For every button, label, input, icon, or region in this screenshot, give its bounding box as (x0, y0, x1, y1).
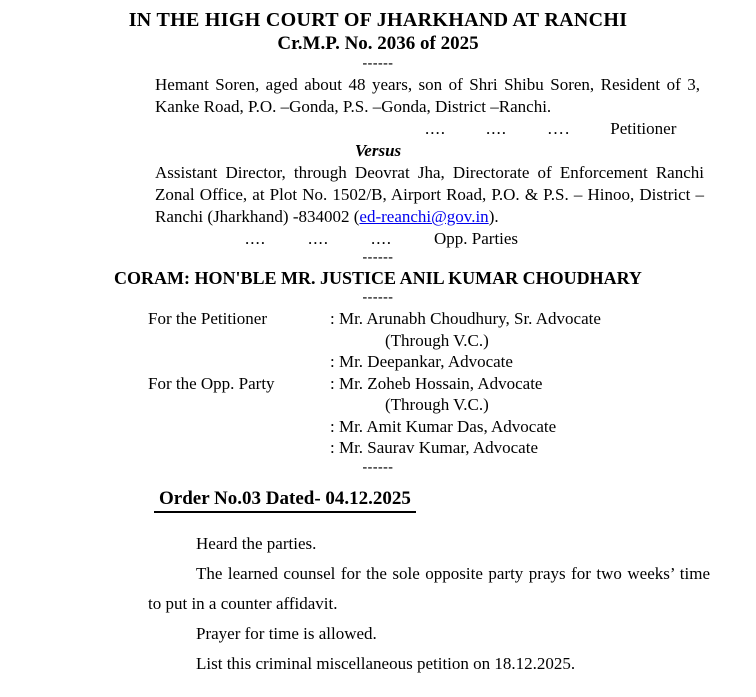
advocate-name: : Mr. Deepankar, Advocate (330, 352, 513, 371)
appearance-side-label: For the Opp. Party (148, 373, 275, 393)
order-paragraph: List this criminal miscellaneous petition on 18.12.2025. (196, 653, 576, 673)
petitioner-description: Hemant Soren, aged about 48 years, son of Shri Shibu Soren, Resident of 3, Kanke Road, P.O. –Gonda, P.S. –Gonda, District –Ranchi. (155, 75, 700, 116)
dots-group: …. (547, 119, 571, 138)
opp-party-text-before-link: Assistant Director, through Deovrat Jha, Directorate of Enforcement Ranchi Zonal Office, at Plot No. 1502/B, Airport Road, P.O. & P.S. – Hinoo, District –Ranchi (Jharkhand) -834002 ( (155, 163, 704, 226)
email-link[interactable]: ed-reanchi@gov.in (359, 207, 489, 226)
order-paragraph: Heard the parties. (196, 533, 317, 553)
section-divider: ------ (362, 250, 394, 265)
appearance-row (148, 351, 756, 373)
coram-line: CORAM: HON'BLE MR. JUSTICE ANIL KUMAR CHOUDHARY (114, 268, 642, 288)
advocate-note: (Through V.C.) (385, 395, 489, 414)
advocate-name: : Mr. Amit Kumar Das, Advocate (330, 416, 557, 436)
opp-party-designation-line (245, 228, 756, 249)
appearance-side-label (148, 330, 330, 352)
dots-group: .... (371, 229, 392, 248)
order-paragraph: The learned counsel for the sole opposite party prays for two weeks’ time to put in a counter affidavit. (148, 563, 710, 613)
opp-party-text-after-link: ). (488, 207, 499, 226)
court-title: IN THE HIGH COURT OF JHARKHAND AT RANCHI (128, 9, 628, 31)
order-body (148, 529, 710, 679)
appearance-row (148, 394, 756, 416)
appearance-side-label (148, 394, 330, 416)
appearance-row (148, 308, 756, 330)
versus-label: Versus (354, 141, 402, 160)
appearance-side-label: For the Petitioner (148, 309, 267, 328)
appearance-side-label (148, 437, 330, 459)
appearance-side-label (148, 351, 330, 373)
appearance-row (148, 373, 756, 395)
advocate-name: : Mr. Zoheb Hossain, Advocate (330, 373, 543, 393)
order-heading-wrap (154, 488, 756, 513)
dots-group: .... (486, 119, 507, 138)
dots-group: .... (245, 229, 266, 248)
order-heading: Order No.03 Dated- 04.12.2025 (154, 488, 416, 513)
appearance-row (148, 416, 756, 438)
appearance-row (148, 330, 756, 352)
petitioner-designation-line (425, 118, 756, 139)
dots-group: .... (425, 119, 446, 138)
order-paragraph: Prayer for time is allowed. (196, 623, 377, 643)
opp-party-description (155, 162, 704, 228)
petitioner-label: Petitioner (610, 119, 677, 138)
appearance-side-label (148, 416, 330, 438)
advocate-name: : Mr. Arunabh Choudhury, Sr. Advocate (330, 309, 601, 328)
dots-group: .... (308, 229, 329, 248)
advocate-note: (Through V.C.) (385, 330, 489, 350)
opp-parties-label: Opp. Parties (434, 229, 519, 248)
section-divider: ------ (362, 459, 394, 475)
appearance-list (148, 308, 756, 459)
advocate-name: : Mr. Saurav Kumar, Advocate (330, 438, 538, 457)
case-number: Cr.M.P. No. 2036 of 2025 (277, 33, 479, 54)
appearance-row (148, 437, 756, 459)
section-divider: ------ (362, 56, 394, 71)
section-divider: ------ (362, 290, 394, 305)
